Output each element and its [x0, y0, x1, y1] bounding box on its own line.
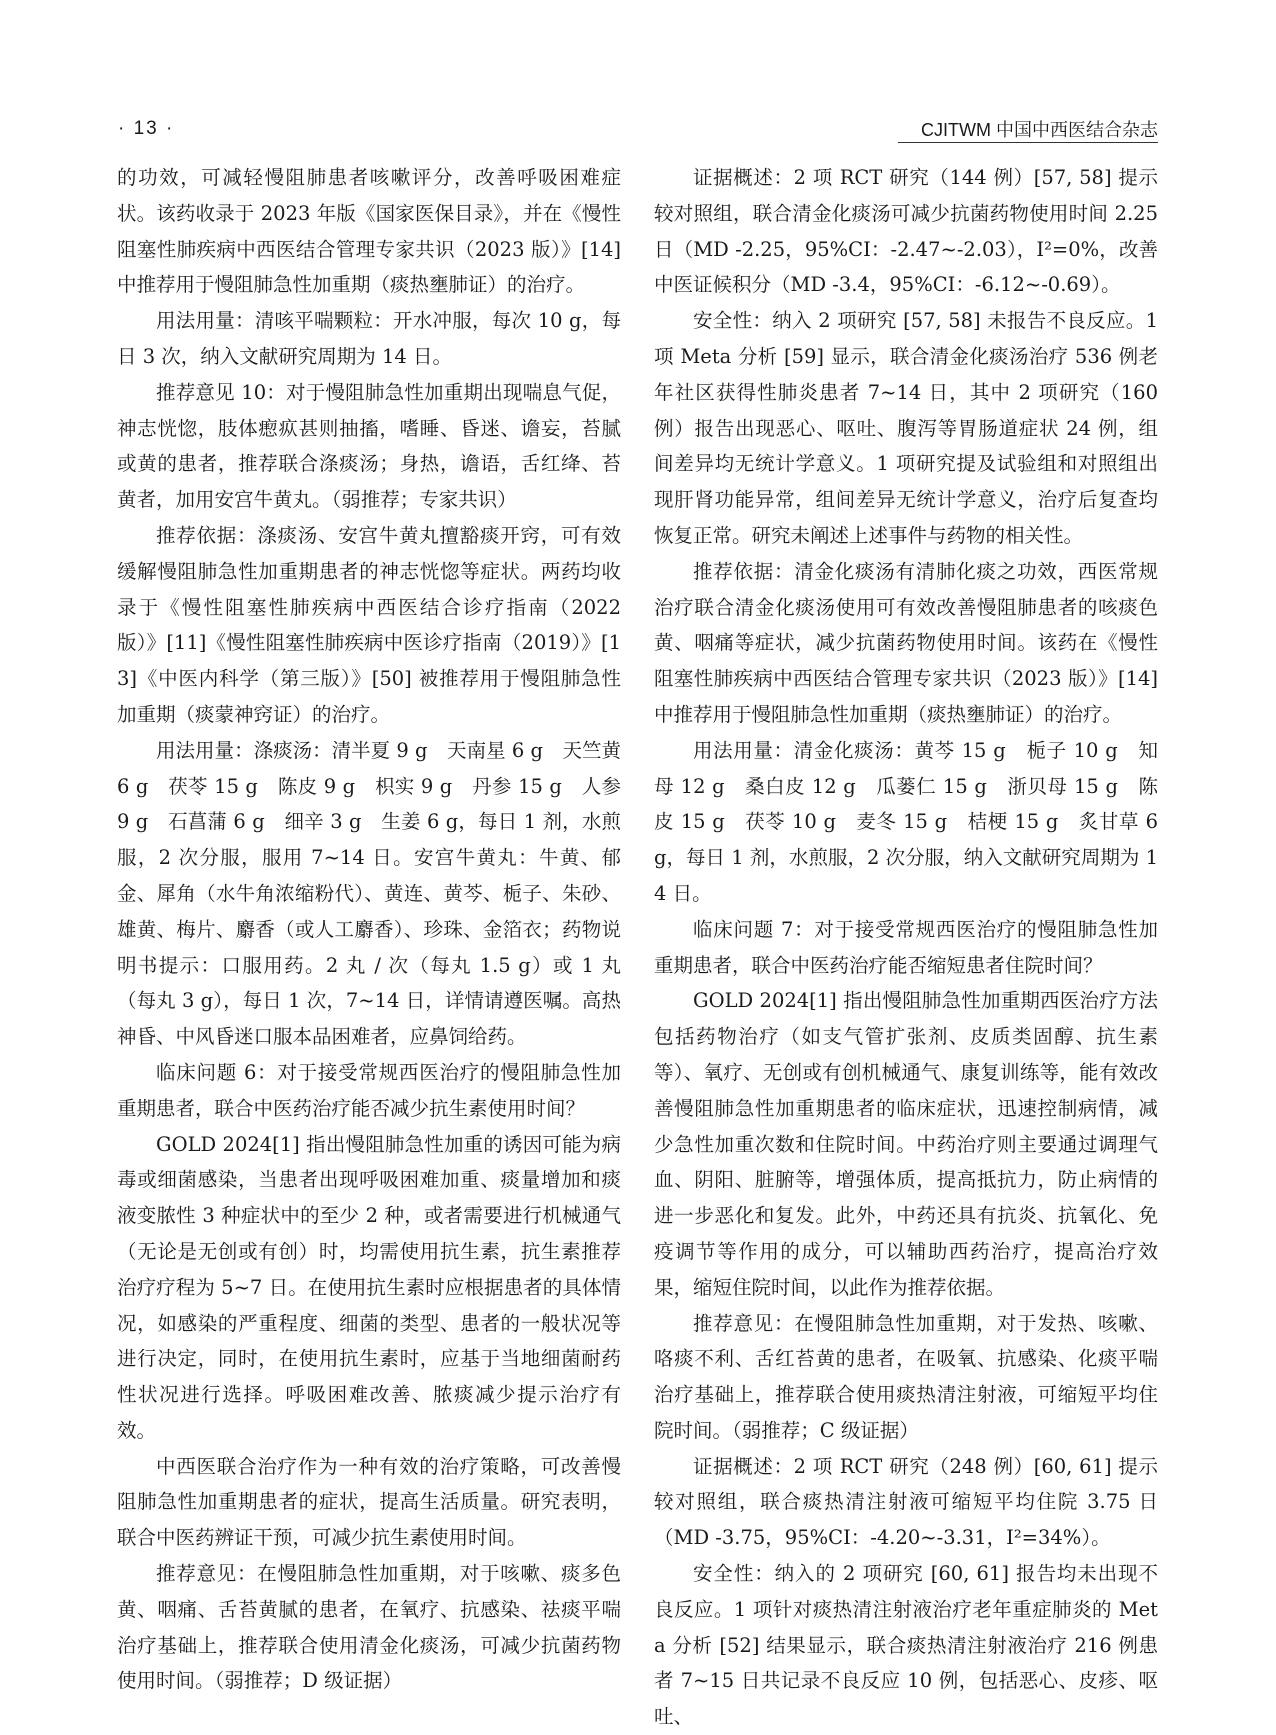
paragraph: 推荐依据：涤痰汤、安宫牛黄丸擅豁痰开窍，可有效缓解慢阻肺急性加重期患者的神志恍惚等症状。两药均收录于《慢性阻塞性肺疾病中西医结合诊疗指南（2022 版）》[11]《慢性阻塞性肺疾病中医诊疗指南（2019）》[13]《中医内科学（第三版）》[50] 被推荐用于慢阻肺急性加重期（痰蒙神窍证）的治疗。 — [117, 523, 621, 726]
paragraph: 推荐依据：清金化痰汤有清肺化痰之功效，西医常规治疗联合清金化痰汤使用可有效改善慢阻肺患者的咳痰色黄、咽痛等症状，减少抗菌药物使用时间。该药在《慢性阻塞性肺疾病中西医结合管理专家共识（2023 版）》[14] 中推荐用于慢阻肺急性加重期（痰热壅肺证）的治疗。 — [654, 559, 1158, 726]
page-number: · 13 · — [118, 118, 175, 139]
paragraph: GOLD 2024[1] 指出慢阻肺急性加重期西医治疗方法包括药物治疗（如支气管扩张剂、皮质类固醇、抗生素等）、氧疗、无创或有创机械通气、康复训练等，能有效改善慢阻肺急性加重期患者的临床症状，迅速控制病情，减少急性加重次数和住院时间。中药治疗则主要通过调理气血、阴阳、脏腑等，增强体质，提高抵抗力，防止病情的进一步恶化和复发。此外，中药还具有抗炎、抗氧化、免疫调节等作用的成分，可以辅助西药治疗，提高治疗效果，缩短住院时间，以此作为推荐依据。 — [654, 989, 1158, 1299]
paragraph: 安全性：纳入 2 项研究 [57, 58] 未报告不良反应。1 项 Meta 分析 [59] 显示，联合清金化痰汤治疗 536 例老年社区获得性肺炎患者 7~14 日，其中 2 项研究（160 例）报告出现恶心、呕吐、腹泻等胃肠道症状 24 例，组间差异均无统计学意义。1 项研究提及试验组和对照组出现肝肾功能异常，组间差异无统计学意义，治疗后复查均恢复正常。研究未阐述上述事件与药物的相关性。 — [654, 309, 1158, 547]
paragraph: 安全性：纳入的 2 项研究 [60, 61] 报告均未出现不良反应。1 项针对痰热清注射液治疗老年重症肺炎的 Meta 分析 [52] 结果显示，联合痰热清注射液治疗 216 例患者 7~15 日共记录不良反应 10 例，包括恶心、皮疹、呕吐、 — [654, 1562, 1158, 1729]
paragraph: 的功效，可减轻慢阻肺患者咳嗽评分，改善呼吸困难症状。该药收录于 2023 年版《国家医保目录》，并在《慢性阻塞性肺疾病中西医结合管理专家共识（2023 版）》[14] 中推荐用于慢阻肺急性加重期（痰热壅肺证）的治疗。 — [117, 166, 621, 297]
journal-name: CJITWM 中国中西医结合杂志 — [921, 120, 1158, 140]
paragraph: 推荐意见：在慢阻肺急性加重期，对于咳嗽、痰多色黄、咽痛、舌苔黄腻的患者，在氧疗、抗感染、祛痰平喘治疗基础上，推荐联合使用清金化痰汤，可减少抗菌药物使用时间。（弱推荐；D 级证据） — [117, 1562, 621, 1693]
paragraph: 证据概述：2 项 RCT 研究（144 例）[57, 58] 提示较对照组，联合清金化痰汤可减少抗菌药物使用时间 2.25 日（MD -2.25，95%CI：-2.47~-2.03），I²=0%，改善中医证候积分（MD -3.4，95%CI：-6.12~-0.69）。 — [654, 166, 1158, 297]
right-column — [654, 160, 1158, 1735]
header-rule — [898, 142, 1158, 143]
paragraph: 用法用量：清咳平喘颗粒：开水冲服，每次 10 g，每日 3 次，纳入文献研究周期为 14 日。 — [117, 309, 621, 368]
page-header — [0, 0, 1276, 150]
paragraph: 中西医联合治疗作为一种有效的治疗策略，可改善慢阻肺急性加重期患者的症状，提高生活质量。研究表明，联合中医药辨证干预，可减少抗生素使用时间。 — [117, 1454, 621, 1550]
paragraph: 临床问题 7：对于接受常规西医治疗的慢阻肺急性加重期患者，联合中医药治疗能否缩短患者住院时间？ — [654, 917, 1158, 977]
paragraph: 推荐意见：在慢阻肺急性加重期，对于发热、咳嗽、咯痰不利、舌红苔黄的患者，在吸氧、抗感染、化痰平喘治疗基础上，推荐联合使用痰热清注射液，可缩短平均住院时间。（弱推荐；C 级证据） — [654, 1311, 1158, 1442]
paragraph: 推荐意见 10：对于慢阻肺急性加重期出现喘息气促，神志恍惚，肢体瘛疭甚则抽搐，嗜睡、昏迷、谵妄，苔腻或黄的患者，推荐联合涤痰汤；身热，谵语，舌红绛、苔黄者，加用安宫牛黄丸。（弱推荐；专家共识） — [117, 380, 621, 512]
paragraph: 用法用量：清金化痰汤：黄芩 15 g 栀子 10 g 知母 12 g 桑白皮 12 g 瓜蒌仁 15 g 浙贝母 15 g 陈皮 15 g 茯苓 10 g 麦冬 15 g 桔梗 15 g 炙甘草 6 g，每日 1 剂，水煎服，2 次分服，纳入文献研究周期为 14 日。 — [654, 738, 1158, 905]
paragraph: 用法用量：涤痰汤：清半夏 9 g 天南星 6 g 天竺黄 6 g 茯苓 15 g 陈皮 9 g 枳实 9 g 丹参 15 g 人参 9 g 石菖蒲 6 g 细辛 3 g 生姜 6 g，每日 1 剂，水煎服，2 次分服，服用 7~14 日。安宫牛黄丸：牛黄、郁金、犀角（水牛角浓缩粉代）、黄连、黄芩、栀子、朱砂、雄黄、梅片、麝香（或人工麝香）、珍珠、金箔衣；药物说明书提示：口服用药。2 丸 / 次（每丸 1.5 g）或 1 丸（每丸 3 g），每日 1 次，7~14 日，详情请遵医嘱。高热神昏、中风昏迷口服本品困难者，应鼻饲给药。 — [117, 738, 621, 1049]
paragraph: 证据概述：2 项 RCT 研究（248 例）[60, 61] 提示较对照组，联合痰热清注射液可缩短平均住院 3.75 日（MD -3.75，95%CI：-4.20~-3.31，I²=34%）。 — [654, 1454, 1158, 1550]
left-column — [117, 160, 621, 1699]
paragraph: GOLD 2024[1] 指出慢阻肺急性加重的诱因可能为病毒或细菌感染，当患者出现呼吸困难加重、痰量增加和痰液变脓性 3 种症状中的至少 2 种，或者需要进行机械通气（无论是无创或有创）时，均需使用抗生素，抗生素推荐治疗疗程为 5~7 日。在使用抗生素时应根据患者的具体情况，如感染的严重程度、细菌的类型、患者的一般状况等进行决定，同时，在使用抗生素时，应基于当地细菌耐药性状况进行选择。呼吸困难改善、脓痰减少提示治疗有效。 — [117, 1132, 621, 1442]
paragraph: 临床问题 6：对于接受常规西医治疗的慢阻肺急性加重期患者，联合中医药治疗能否减少抗生素使用时间？ — [117, 1060, 621, 1120]
